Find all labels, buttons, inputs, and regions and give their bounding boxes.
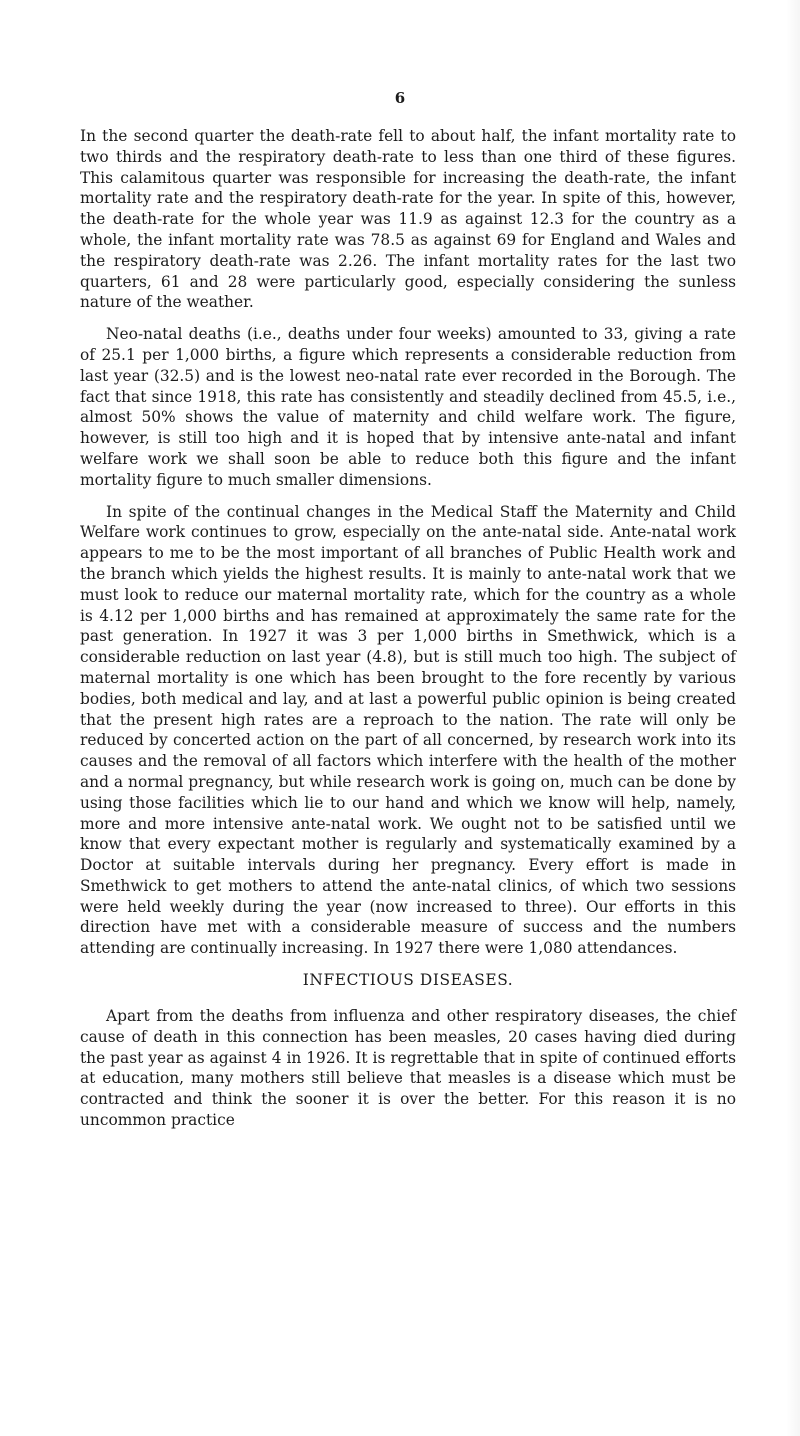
page-edge-shadow	[786, 0, 800, 1436]
paragraph-infectious-diseases: Apart from the deaths from influenza and other respiratory diseases, the chief cause of death in this connection has been measles, 20 cases having died during the past year as against 4 in 1926. It is regrettable that in spite of continued efforts at education, many mothers still believe that measles is a disease which must be contracted and think the sooner it is over the better. For this reason it is no uncommon practice	[80, 1007, 736, 1130]
section-heading-infectious-diseases: INFECTIOUS DISEASES.	[302, 971, 514, 990]
paragraph-neo-natal-deaths: Neo-natal deaths (i.e., deaths under four weeks) amounted to 33, giving a rate of 25.1 per 1,000 births, a figure which represents a considerable reduction from last year (32.5) and is the lowest neo-natal rate ever recorded in the Borough. The fact that since 1918, this rate has consistently and steadily declined from 45.5, i.e., almost 50% shows the value of maternity and child welfare work. The figure, however, is still too high and it is hoped that by intensive ante-natal and infant welfare work we shall soon be able to reduce both this figure and the infant mortality figure to much smaller dimensions.	[80, 325, 736, 489]
paragraph-maternity-child-welfare: In spite of the continual changes in the Medical Staff the Maternity and Child Welfare work continues to grow, especially on the ante-natal side. Ante-natal work appears to me to be the most important of all branches of Public Health work and the branch which yields the highest results. It is mainly to ante-natal work that we must look to reduce our maternal mortality rate, which for the country as a whole is 4.12 per 1,000 births and has remained at approximately the same rate for the past generation. In 1927 it was 3 per 1,000 births in Smethwick, which is a considerable reduction on last year (4.8), but is still much too high. The subject of maternal mortality is one which has been brought to the fore recently by various bodies, both medical and lay, and at last a powerful public opinion is being created that the present high rates are a reproach to the nation. The rate will only be reduced by concerted action on the part of all concerned, by research work into its causes and the removal of all factors which interfere with the health of the mother and a normal pregnancy, but while research work is going on, much can be done by using those facilities which lie to our hand and which we know will help, namely, more and more intensive ante-natal work. We ought not to be satisfied until we know that every expectant mother is regularly and systematically examined by a Doctor at suitable intervals during her pregnancy. Every effort is made in Smethwick to get mothers to attend the ante-natal clinics, of which two sessions were held weekly during the year (now increased to three). Our efforts in this direction have met with a considerable measure of success and the numbers attending are continually increasing. In 1927 there were 1,080 attendances.	[80, 502, 736, 958]
paragraph-death-rate: In the second quarter the death-rate fell to about half, the infant mortality rate to two thirds and the respiratory death-rate to less than one third of these figures. This calamitous quarter was responsible for increasing the death-rate, the infant mortality rate and the respiratory death-rate for the year. In spite of this, however, the death-rate for the whole year was 11.9 as against 12.3 for the country as a whole, the infant mortality rate was 78.5 as against 69 for England and Wales and the respiratory death-rate was 2.26. The infant mortality rates for the last two quarters, 61 and 28 were particularly good, especially considering the sunless nature of the weather.	[80, 127, 736, 312]
page-number: 6	[394, 89, 406, 107]
report-body	[80, 126, 736, 1142]
